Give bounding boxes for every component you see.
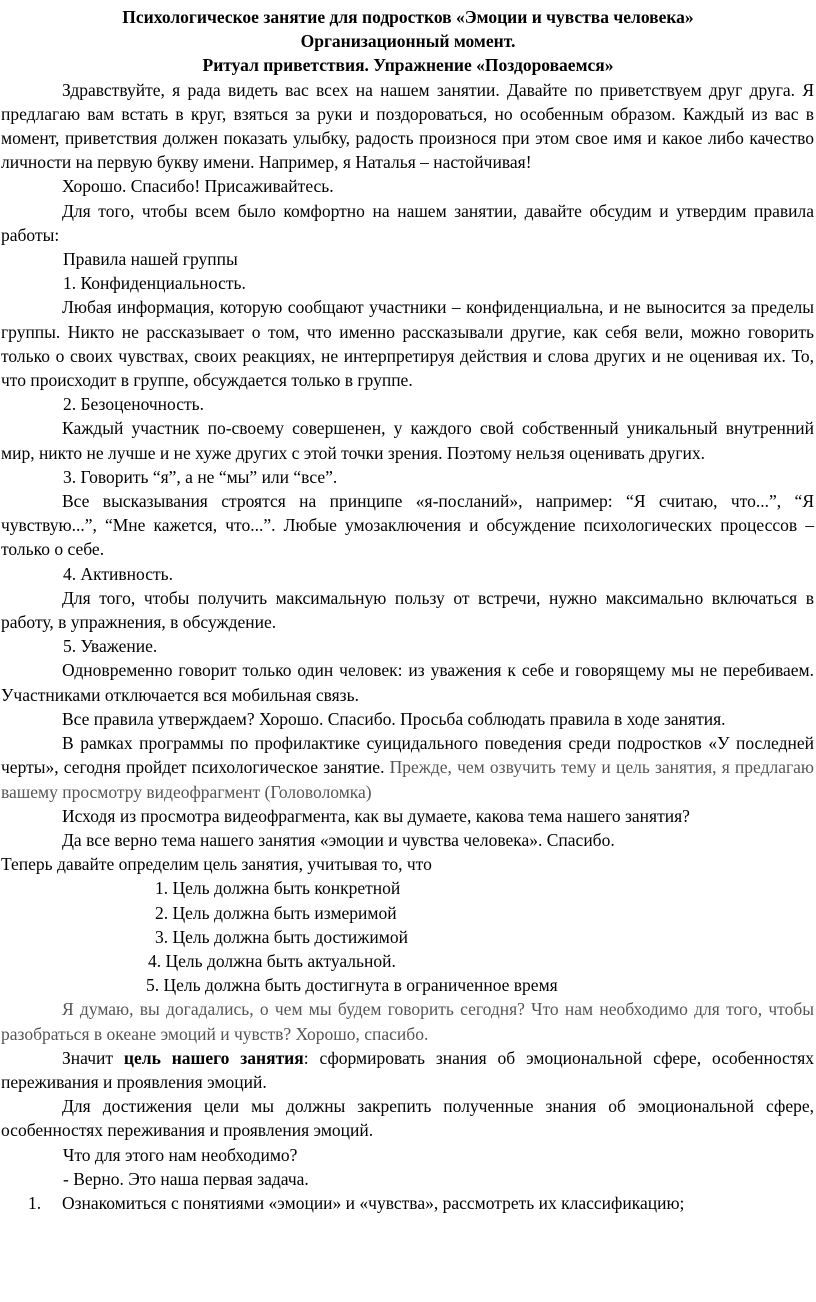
goal-text: : сформировать знания об эмоциональной сфере, особенностях переживания и проявления эмоций. — [1, 1047, 814, 1092]
rule-5-text: Одновременно говорит только один человек: из уважения к себе и говорящему мы не перебиваем. Участниками отключается вся мобильная связь. — [1, 660, 814, 705]
paragraph-rules-approved: Все правила утверждаем? Хорошо. Спасибо. Просьба соблюдать правила в ходе занятия. — [62, 708, 726, 729]
rule-1-text: Любая информация, которую сообщают участники – конфиденциальна, и не выносится за пределы группы. Никто не рассказывает о том, что именно рассказывали другие, как себя вели, можно говорить только о своих чувствах, своих реакциях, не интерпретируя действия и слова других и не оценивая их. То, что происходит в группе, обсуждается только в группе. — [1, 297, 814, 391]
paragraph-topic-answer: Да все верно тема нашего занятия «эмоции и чувства человека». Спасибо. — [62, 829, 615, 850]
rule-4-text: Для того, чтобы получить максимальную пользу от встречи, нужно максимально включаться в работу, в упражнения, в обсуждение. — [1, 587, 814, 633]
paragraph-thanks: Хорошо. Спасибо! Присаживайтесь. — [62, 176, 334, 197]
task-item — [0, 1191, 816, 1215]
program-text: В рамках программы по профилактике суицидального поведения среди подростков «У последней черты», сегодня пройдет психологическое занятие. — [1, 733, 814, 778]
paragraph-goal — [1, 1046, 814, 1094]
task-number: 1. — [28, 1192, 42, 1213]
paragraph-program — [1, 731, 814, 804]
goal-item: 2. Цель должна быть измеримой — [155, 902, 397, 923]
video-intro-text: Прежде, чем озвучить тему и цель занятия, я предлагаю вашему просмотру видеофрагмент (Головоломка) — [1, 757, 815, 802]
rule-2-title: 2. Безоценочность. — [63, 394, 205, 415]
rule-3-title: 3. Говорить “я”, а не “мы” или “все”. — [63, 466, 338, 487]
goal-item: 4. Цель должна быть актуальной. — [148, 950, 396, 971]
goal-item: 1. Цель должна быть конкретной — [155, 878, 401, 899]
goal-label: цель нашего занятия — [123, 1047, 304, 1068]
goal-item: 5. Цель должна быть достигнута в ограниченное время — [146, 975, 558, 996]
goal-item: 3. Цель должна быть достижимой — [155, 926, 408, 947]
rules-heading: Правила нашей группы — [63, 249, 238, 270]
rule-3-text: Все высказывания строятся на принципе «я-посланий», например: “Я считаю, что...”, “Я чувствую...”, “Мне кажется, что...”. Любые умозаключения и обсуждение психологических процессов – только о себе. — [1, 491, 814, 560]
rule-4-title: 4. Активность. — [63, 563, 174, 584]
section-heading: Организационный момент. — [300, 31, 516, 52]
task-text: Ознакомиться с понятиями «эмоции» и «чувства», рассмотреть их классификацию; — [62, 1192, 685, 1213]
paragraph-question: Что для этого нам необходимо? — [63, 1144, 298, 1165]
paragraph-guess: Я думаю, вы догадались, о чем мы будем говорить сегодня? Что нам необходимо для того, чтобы разобраться в океане эмоций и чувств? Хорошо, спасибо. — [1, 999, 814, 1044]
paragraph-rules-intro: Для того, чтобы всем было комфортно на нашем занятии, давайте обсудим и утвердим правила работы: — [1, 200, 814, 245]
rule-2-text: Каждый участник по-своему совершенен, у каждого свой собственный уникальный внутренний мир, никто не лучше и не хуже других с этой точки зрения. Поэтому нельзя оценивать других. — [1, 418, 814, 463]
paragraph-first-task: - Верно. Это наша первая задача. — [63, 1168, 309, 1189]
rule-5-title: 5. Уважение. — [63, 636, 158, 657]
paragraph-greeting: Здравствуйте, я рада видеть вас всех на нашем занятии. Давайте по приветствуем друг друга. Я предлагаю вам встать в круг, взяться за руки и поздороваться, но особенным образом. Каждый из вас в момент, приветствия должен показать улыбку, радость произнося при этом свое имя и какое либо качество личности на первую букву имени. Например, я Наталья – настойчивая! — [1, 79, 814, 173]
rule-1-title: 1. Конфиденциальность. — [63, 273, 246, 294]
exercise-heading: Ритуал приветствия. Упражнение «Поздороваемся» — [202, 55, 614, 76]
goal-prefix: Значит — [62, 1047, 124, 1068]
paragraph-achievement: Для достижения цели мы должны закрепить полученные знания об эмоциональной сфере, особенностях переживания и проявления эмоций. — [1, 1096, 814, 1141]
document-title: Психологическое занятие для подростков «Эмоции и чувства человека» — [122, 7, 694, 27]
paragraph-topic-question: Исходя из просмотра видеофрагмента, как вы думаете, какова тема нашего занятия? — [62, 805, 690, 826]
paragraph-goal-intro: Теперь давайте определим цель занятия, учитывая то, что — [1, 854, 432, 875]
